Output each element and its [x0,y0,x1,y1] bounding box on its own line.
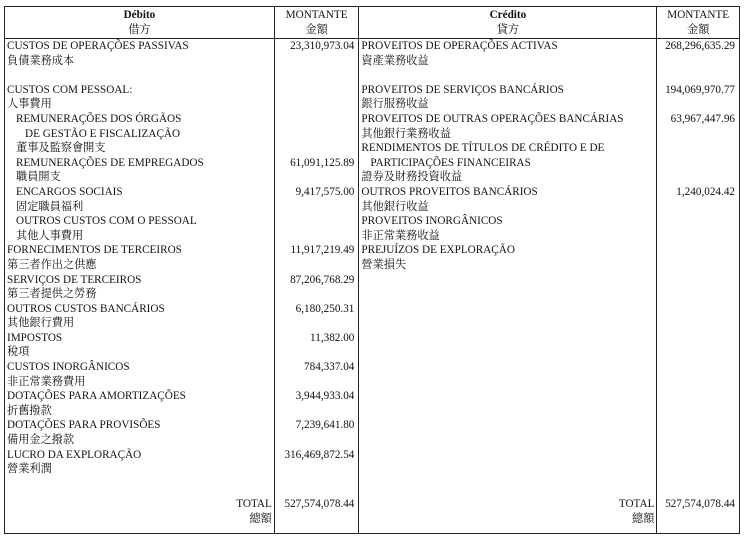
debit-line-item: IMPOSTOS [7,331,63,344]
debit-total-label [5,493,275,534]
debit-line-item: SERVIÇOS DE TERCEIROS [7,273,142,286]
debit-line-amount: 784,337.04 [304,361,355,374]
debit-line-item: OUTROS CUSTOS BANCÁRIOS [7,302,165,315]
credit-descriptions [359,39,657,494]
debit-line-item: 負債業務成本 [7,54,75,67]
credit-line-amount [659,243,735,258]
credit-line-amount: 268,296,635.29 [665,40,735,52]
debit-line-amount: 61,091,125.89 [290,156,355,169]
debit-line-amount: 11,917,219.49 [290,244,355,257]
credit-line-amount: 1,240,024.42 [676,185,735,198]
credit-line-item: PROVEITOS DE SERVIÇOS BANCÁRIOS [361,83,564,96]
debit-line-amount [277,375,355,390]
debit-amounts [274,39,359,494]
credit-header-zh: 貸方 [496,23,520,36]
debit-line-amount [277,258,355,273]
credit-line-amount [659,68,735,83]
debit-line-amount [277,229,355,244]
credit-line-amount [659,200,735,215]
credit-line-amount [659,156,735,171]
debit-line-item: DE GESTÃO E FISCALIZAÇÃO [25,127,181,140]
debit-line-item: 折舊撥款 [7,404,52,417]
credit-line-item: PROVEITOS DE OUTRAS OPERAÇÕES BANCÁRIAS [361,112,624,125]
credit-line-amount [659,214,735,229]
debit-line-amount [277,214,355,229]
credit-line-amount [659,229,735,244]
debit-line-amount: 9,417,575.00 [295,185,355,198]
debit-line-amount [277,68,355,83]
debit-line-item: 稅項 [7,346,30,359]
debit-line-item: FORNECIMENTOS DE TERCEIROS [7,244,182,257]
body-row [5,39,740,494]
debit-amount-header-pt: MONTANTE [285,9,348,21]
credit-total-value [657,493,740,534]
credit-header [359,7,657,39]
debit-line-item: CUSTOS DE OPERAÇÕES PASSIVAS [7,40,189,52]
debit-line-item: 營業利潤 [7,463,52,476]
credit-line-item: 證券及財務投資收益 [361,171,463,184]
debit-line-amount: 6,180,250.31 [295,302,355,315]
credit-line-amount [659,54,735,69]
debit-line-amount [277,54,355,69]
debit-line-amount [277,345,355,360]
debit-total-label-pt: TOTAL [236,498,272,510]
debit-header [5,7,275,39]
credit-line-item: PARTICIPAÇÕES FINANCEIRAS [370,156,531,169]
debit-line-amount: 87,206,768.29 [290,273,355,286]
credit-line-item: 非正常業務收益 [361,229,440,242]
credit-line-item: 其他銀行業務收益 [361,127,451,140]
credit-line-item: 其他銀行收益 [361,200,429,213]
debit-line-item: 非正常業務費用 [7,375,86,388]
debit-header-pt: Débito [123,9,156,21]
credit-line-amount [659,170,735,185]
debit-line-item: DOTAÇÕES PARA PROVISÕES [7,419,161,432]
debit-line-amount [277,462,355,477]
credit-line-amount [659,141,735,156]
debit-total-amount: 527,574,078.44 [284,498,355,510]
debit-line-amount: 11,382.00 [310,331,355,344]
credit-total-label [359,493,657,534]
debit-line-item: REMUNERAÇÕES DE EMPREGADOS [16,156,204,169]
debit-line-amount [277,170,355,185]
debit-line-amount: 3,944,933.04 [295,390,355,403]
debit-line-item: 董事及監察會開支 [16,142,106,155]
debit-line-item: CUSTOS INORGÂNICOS [7,361,130,374]
debit-line-item: 第三者作出之供應 [7,258,97,271]
credit-line-item: OUTROS PROVEITOS BANCÁRIOS [361,185,538,198]
debit-line-item: 備用金之撥款 [7,434,75,447]
debit-line-item: LUCRO DA EXPLORAÇÃO [7,448,142,461]
credit-line-item: RENDIMENTOS DE TÍTULOS DE CRÉDITO E DE [361,142,605,155]
debit-line-item: OUTROS CUSTOS COM O PESSOAL [16,215,197,228]
debit-line-item: 其他銀行費用 [7,317,75,330]
credit-line-item: PROVEITOS DE OPERAÇÕES ACTIVAS [361,40,558,52]
debit-line-amount: 7,239,641.80 [295,419,355,432]
debit-line-item: 其他人事費用 [16,229,84,242]
credit-line-amount [659,258,735,273]
debit-line-item: REMUNERAÇÕES DOS ÓRGÃOS [16,112,182,125]
profit-loss-statement [4,6,740,537]
debit-line-amount [277,287,355,302]
credit-line-amount: 194,069,970.77 [665,83,735,96]
credit-total-label-pt: TOTAL [618,498,655,510]
header-row [5,7,740,39]
credit-line-amount [659,127,735,142]
debit-line-item: 第三者提供之勞務 [7,288,97,301]
credit-line-item: PROVEITOS INORGÂNICOS [361,215,503,228]
debit-line-amount [277,127,355,142]
statement-table [4,6,740,534]
credit-line-item: PREJUÍZOS DE EXPLORAÇÃO [361,244,515,257]
debit-line-amount [277,433,355,448]
debit-descriptions [5,39,275,494]
credit-total-amount: 527,574,078.44 [665,498,735,510]
credit-amount-header-pt: MONTANTE [667,9,730,21]
debit-line-item: CUSTOS COM PESSOAL: [7,83,133,96]
credit-line-amount: 63,967,447.96 [670,112,735,125]
debit-line-item: 固定職員福利 [16,200,84,213]
debit-line-item: 職員開支 [16,171,61,184]
debit-amount-header-zh: 金額 [305,23,328,36]
credit-total-label-zh: 總額 [632,512,655,525]
credit-line-item: 銀行服務收益 [361,98,429,111]
credit-amounts [657,39,740,494]
debit-line-amount [277,404,355,419]
credit-line-item: 資產業務收益 [361,54,429,67]
debit-line-item [7,68,272,83]
debit-line-item: DOTAÇÕES PARA AMORTIZAÇÕES [7,390,186,403]
debit-line-amount: 23,310,973.04 [290,40,355,52]
debit-line-item: ENCARGOS SOCIAIS [16,185,123,198]
credit-amount-header [657,7,740,39]
credit-line-item [361,68,654,83]
debit-line-amount [277,112,355,127]
debit-total-value [274,493,359,534]
debit-line-amount: 316,469,872.54 [284,448,355,461]
debit-line-amount [277,83,355,98]
debit-line-amount [277,141,355,156]
debit-line-item: 人事費用 [7,98,52,111]
credit-line-amount [659,97,735,112]
total-row [5,493,740,534]
debit-line-amount [277,200,355,215]
debit-line-amount [277,97,355,112]
debit-header-zh: 借方 [128,23,151,36]
credit-amount-header-zh: 金額 [687,23,710,36]
debit-amount-header [274,7,359,39]
debit-total-label-zh: 總額 [249,512,272,525]
credit-line-item: 營業損失 [361,258,407,271]
credit-header-pt: Crédito [489,9,527,21]
debit-line-amount [277,316,355,331]
